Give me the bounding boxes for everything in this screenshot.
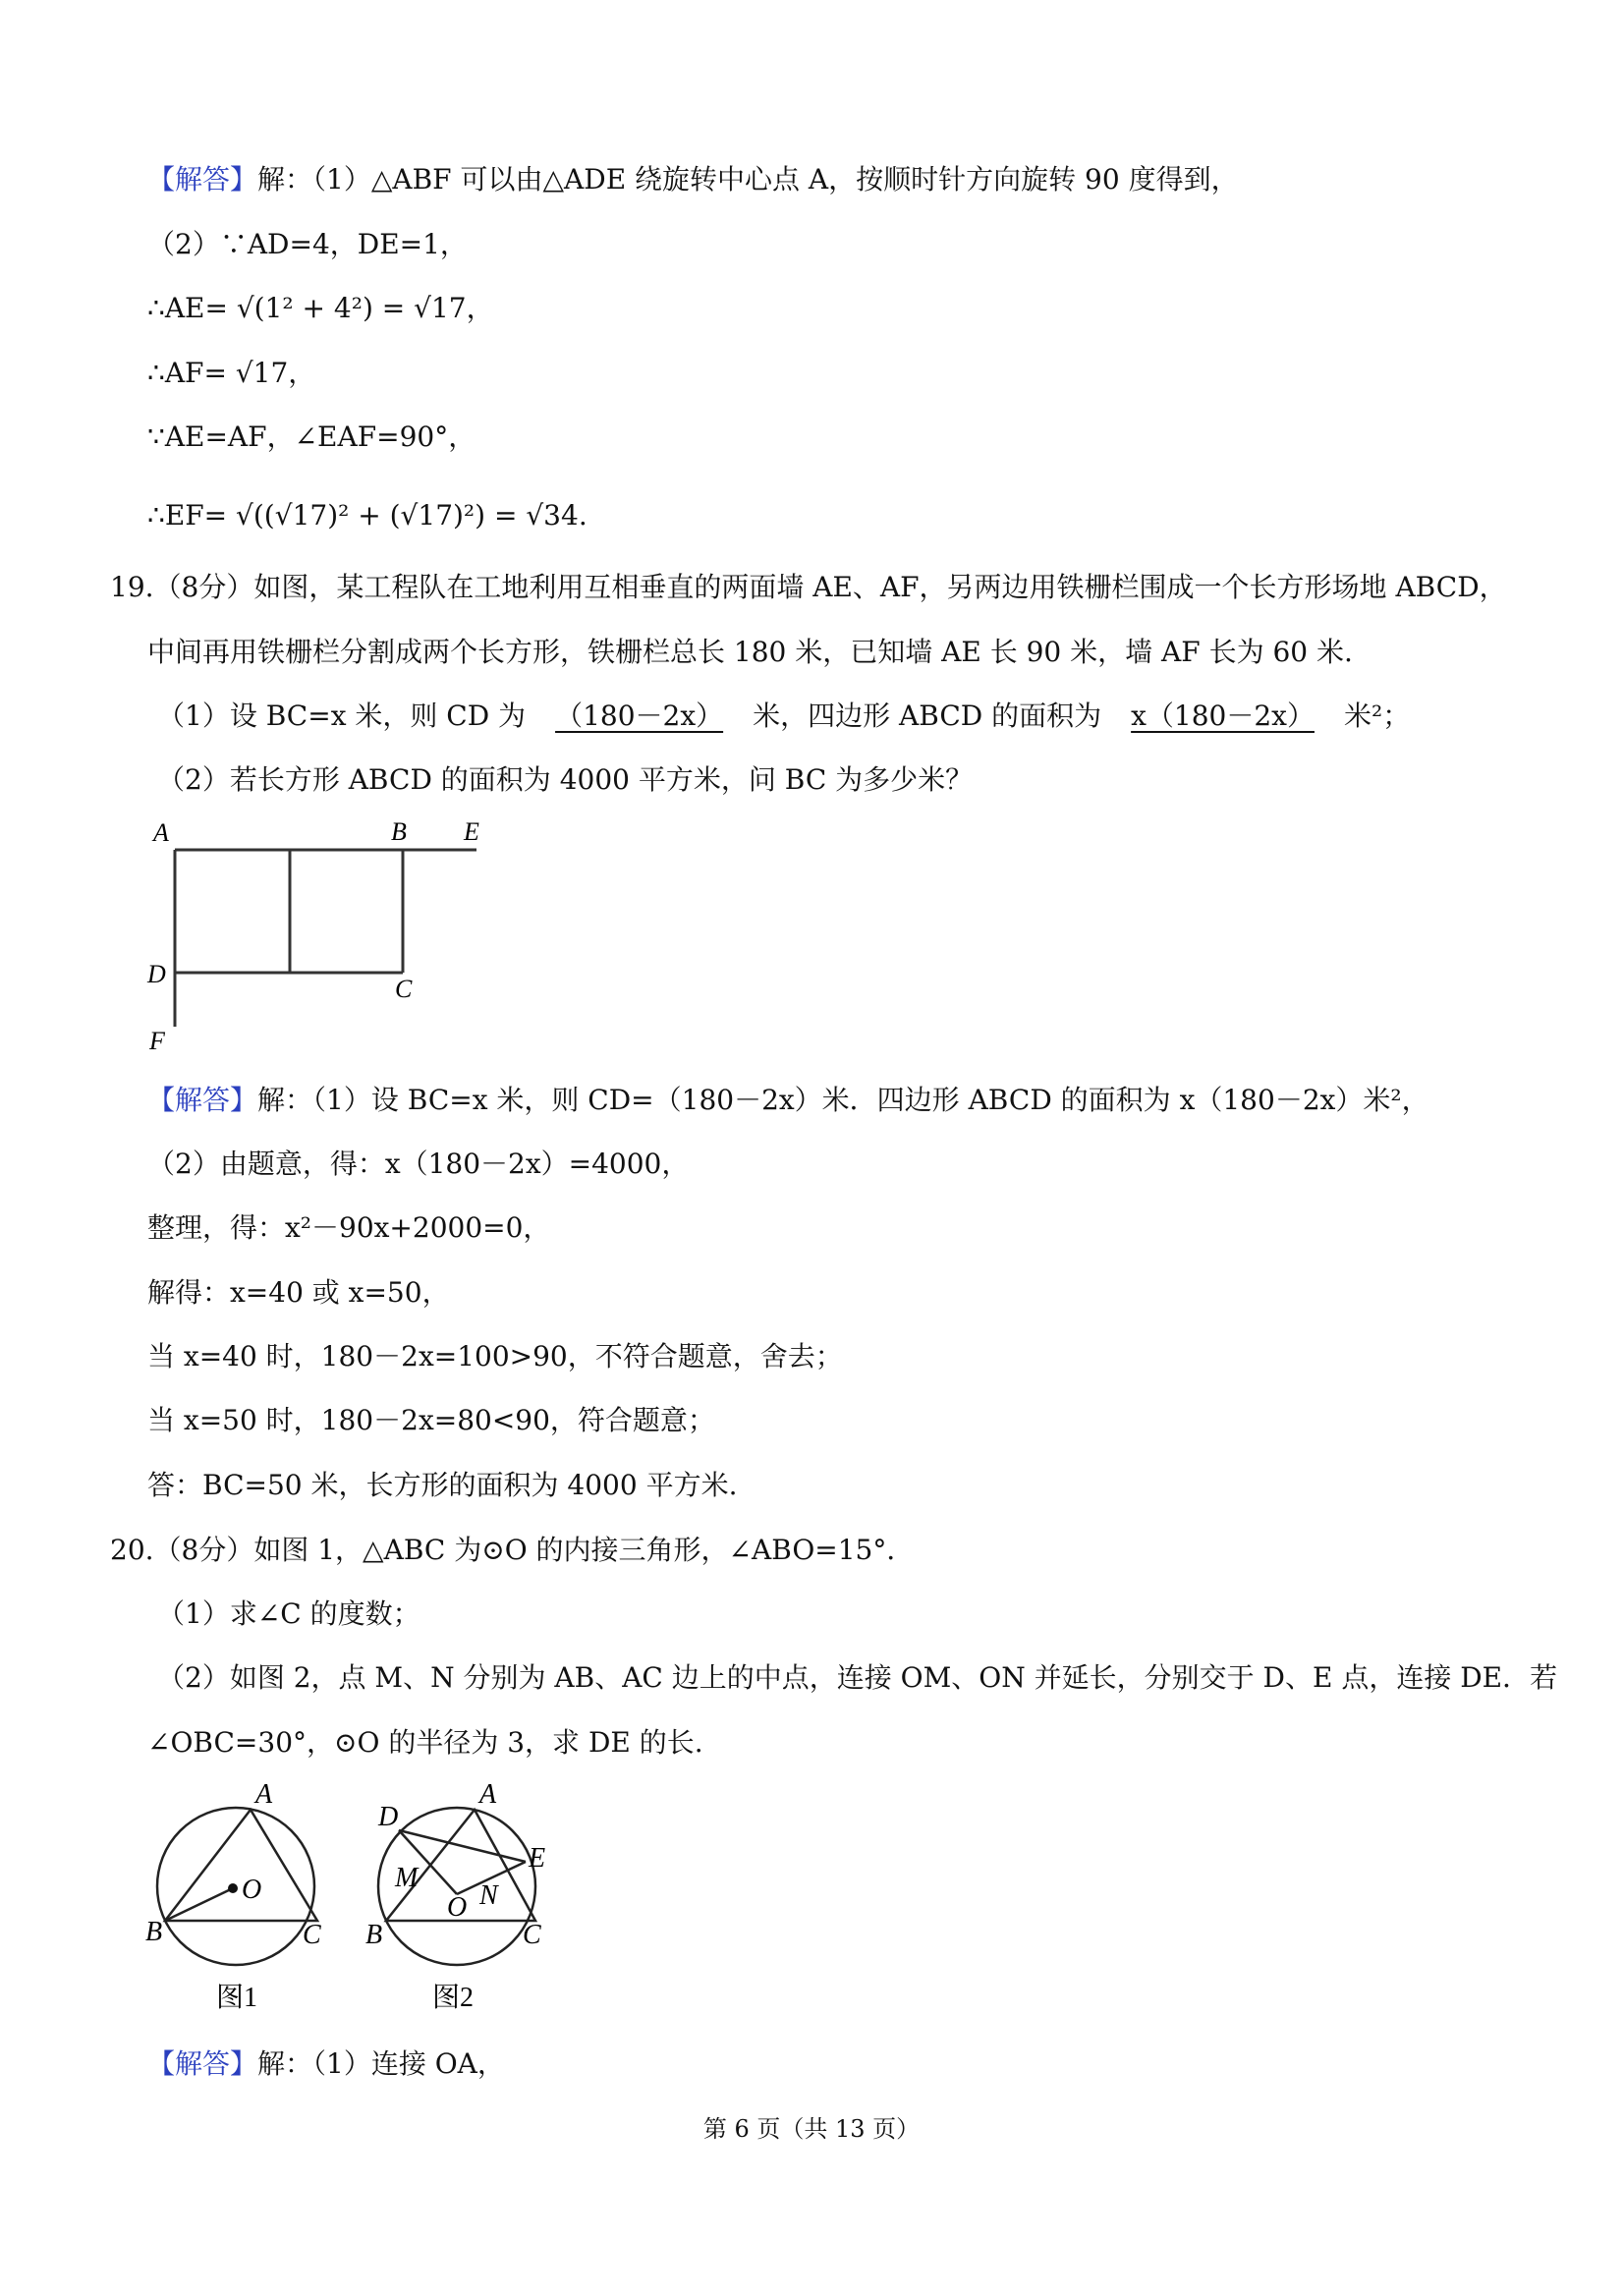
q20-line4: ∠OBC=30°，⊙O 的半径为 3，求 DE 的长. <box>147 1726 703 1759</box>
fig2-label-B: B <box>365 1920 383 1950</box>
page-footer: 第 6 页（共 13 页） <box>702 2115 921 2143</box>
q19-line4: （2）若长方形 ABCD 的面积为 4000 平方米，问 BC 为多少米？ <box>157 763 974 796</box>
answer19-line7: 答：BC=50 米，长方形的面积为 4000 平方米. <box>147 1469 738 1501</box>
answer-blank-2: x（180－2x） <box>1131 700 1315 732</box>
answer20-line1: 【解答】解：（1）连接 OA， <box>147 2047 505 2080</box>
answer-blank-1: （180－2x） <box>555 700 724 732</box>
answer-label: 【解答】 <box>147 163 258 196</box>
answer18-line5: ∵AE=AF，∠EAF=90°， <box>147 420 476 453</box>
q20-figure-1 <box>138 1778 344 2014</box>
answer19-line4: 解得：x=40 或 x=50， <box>147 1276 450 1309</box>
answer18-line4: ∴AF= √17， <box>147 357 316 389</box>
q19-line1: 19.（8分）如图，某工程队在工地利用互相垂直的两面墙 AE、AF，另两边用铁栅栏围成一个长方形场地 ABCD， <box>110 571 1507 603</box>
answer19-line2: （2）由题意，得：x（180－2x）=4000， <box>147 1148 690 1180</box>
answer19-line5: 当 x=40 时，180－2x=100>90，不符合题意，舍去； <box>147 1340 843 1372</box>
label-C: C <box>395 975 413 1003</box>
q19-line3: （1）设 BC=x 米，则 CD 为 （180－2x） 米，四边形 ABCD 的面积为 x（180－2x） 米²； <box>157 700 1411 732</box>
fig1-label-O: O <box>242 1875 262 1905</box>
fig2-label-N: N <box>479 1880 498 1911</box>
label-F: F <box>149 1027 165 1055</box>
fig2-label-A: A <box>479 1779 497 1810</box>
q19-line2: 中间再用铁栅栏分割成两个长方形，铁栅栏总长 180 米，已知墙 AE 长 90 米，墙 AF 长为 60 米. <box>147 636 1353 668</box>
answer18-line1: 【解答】解：（1）△ABF 可以由△ADE 绕旋转中心点 A，按顺时针方向旋转 90 度得到， <box>147 163 1239 196</box>
fig2-label-C: C <box>523 1920 541 1950</box>
q20-line2: （1）求∠C 的度数； <box>157 1597 420 1630</box>
answer18-line6: ∴EF= √((√17)² + (√17)²) = √34. <box>147 499 588 532</box>
answer19-line3: 整理，得：x²－90x+2000=0， <box>147 1211 551 1244</box>
fig1-label-B: B <box>145 1917 163 1947</box>
q20-figure-2 <box>354 1778 570 2014</box>
fig1-label-C: C <box>303 1920 321 1950</box>
label-B: B <box>391 817 407 846</box>
answer18-line2: （2）∵AD=4，DE=1， <box>147 228 468 260</box>
label-A: A <box>153 818 169 847</box>
answer-label: 【解答】 <box>147 2047 258 2080</box>
q20-line1: 20.（8分）如图 1，△ABC 为⊙O 的内接三角形，∠ABO=15°． <box>110 1534 915 1566</box>
label-E: E <box>464 817 479 846</box>
fig2-label-O: O <box>447 1892 468 1923</box>
q19-figure <box>138 815 511 1061</box>
answer19-line1: 【解答】解：（1）设 BC=x 米，则 CD=（180－2x）米．四边形 ABCD 的面积为 x（180－2x）米²， <box>147 1084 1429 1116</box>
fig2-label-M: M <box>395 1863 419 1893</box>
fig2-label-E: E <box>529 1843 546 1874</box>
fig1-label-A: A <box>255 1779 273 1810</box>
fig1-caption: 图1 <box>216 1983 258 2013</box>
answer18-line3: ∴AE= √(1² + 4²) = √17， <box>147 292 494 324</box>
q20-line3: （2）如图 2，点 M、N 分别为 AB、AC 边上的中点，连接 OM、ON 并延长，分别交于 D、E 点，连接 DE．若 <box>157 1661 1558 1694</box>
fig2-caption: 图2 <box>432 1983 475 2013</box>
fig2-label-D: D <box>378 1802 399 1832</box>
answer19-line6: 当 x=50 时，180－2x=80<90，符合题意； <box>147 1404 715 1436</box>
answer-label: 【解答】 <box>147 1084 258 1116</box>
label-D: D <box>147 960 166 988</box>
